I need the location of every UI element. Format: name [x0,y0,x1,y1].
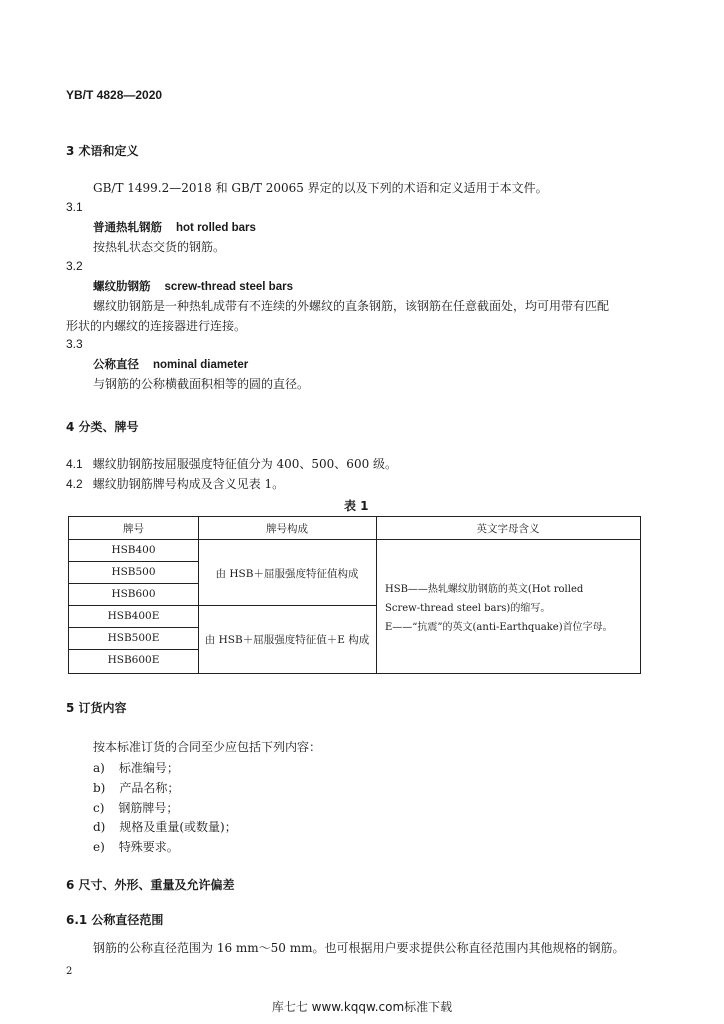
clause-text: 螺纹肋钢筋按屈服强度特征值分为 400、500、600 级。 [92,457,398,471]
section-6-1-heading: 6.1 公称直径范围 [66,913,164,927]
meaning-line: HSB——热轧螺纹肋钢筋的英文(Hot rolled [385,584,584,595]
term-number: 3.2 [66,259,83,273]
term-number: 3.1 [66,200,83,214]
list-item [93,838,179,855]
grade-cell: HSB600E [107,654,160,666]
grade-cell: HSB500 [111,566,156,578]
table-header: 牌号构成 [266,523,308,535]
list-label: e) [93,840,105,854]
term-en: screw-thread steel bars [164,281,293,293]
term-en: hot rolled bars [176,222,256,234]
grade-table [68,516,641,674]
list-text: 特殊要求。 [118,840,179,854]
section-5-heading: 5 订货内容 [66,701,127,715]
footer-watermark: 库七七 www.kqqw.com标准下载 [271,1000,453,1014]
clause-number: 4.2 [66,477,83,491]
grade-cell: HSB600 [111,588,156,600]
section-3-heading: 3 术语和定义 [66,144,139,158]
table-header: 牌号 [123,523,144,535]
list-item [93,799,178,816]
term-title [93,219,256,235]
term-cn: 螺纹肋钢筋 [93,279,151,293]
section-4-heading: 4 分类、牌号 [66,420,139,434]
list-item [93,759,179,776]
list-label: a) [93,761,105,775]
grade-cell: HSB400 [111,544,156,556]
standard-code: YB/T 4828—2020 [66,88,163,102]
list-text: 钢筋牌号； [118,801,179,815]
list-item [93,818,237,835]
term-number: 3.3 [66,337,83,351]
term-en: nominal diameter [153,359,249,371]
list-text: 产品名称； [119,781,180,795]
term-definition: 与钢筋的公称横截面积相等的圆的直径。 [93,377,310,391]
section-3-intro: GB/T 1499.2—2018 和 GB/T 20065 界定的以及下列的术语和定义适用于本文件。 [93,181,548,195]
section-6-1-text: 钢筋的公称直径范围为 16 mm～50 mm。也可根据用户要求提供公称直径范围内其他规格的钢筋。 [93,941,625,955]
clause-text: 螺纹肋钢筋牌号构成及含义见表 1。 [92,477,285,491]
clause-number: 4.1 [66,457,83,471]
term-definition: 按热轧状态交货的钢筋。 [93,240,226,254]
meaning-line: Screw-thread steel bars)的缩写。 [385,603,551,614]
term-definition-cont: 形状的内螺纹的连接器进行连接。 [66,319,247,333]
list-text: 标准编号； [118,761,179,775]
list-label: d) [93,820,106,834]
grade-cell: HSB400E [107,610,160,622]
list-label: c) [93,801,105,815]
grade-cell: HSB500E [107,632,160,644]
list-label: b) [93,781,106,795]
composition-cell: 由 HSB＋屈服强度特征值＋E 构成 [204,634,370,646]
clause-4-1 [66,455,397,472]
clause-4-2 [66,475,284,492]
term-cn: 公称直径 [93,357,139,371]
page-number: 2 [66,966,73,977]
section-5-intro: 按本标准订货的合同至少应包括下列内容： [93,740,322,754]
table-caption: 表 1 [344,499,369,513]
list-item [93,779,179,796]
term-title [93,278,293,294]
list-text: 规格及重量(或数量)； [119,820,237,834]
table-header: 英文字母含义 [476,523,540,535]
term-definition: 螺纹肋钢筋是一种热轧成带有不连续的外螺纹的直条钢筋，该钢筋在任意截面处，均可用带有匹配 [93,299,610,313]
meaning-line: E——“抗震”的英文(anti-Earthquake)首位字母。 [385,622,613,633]
section-6-heading: 6 尺寸、外形、重量及允许偏差 [66,878,235,892]
composition-cell: 由 HSB＋屈服强度特征值构成 [215,568,359,580]
term-title [93,356,248,372]
term-cn: 普通热轧钢筋 [93,220,162,234]
